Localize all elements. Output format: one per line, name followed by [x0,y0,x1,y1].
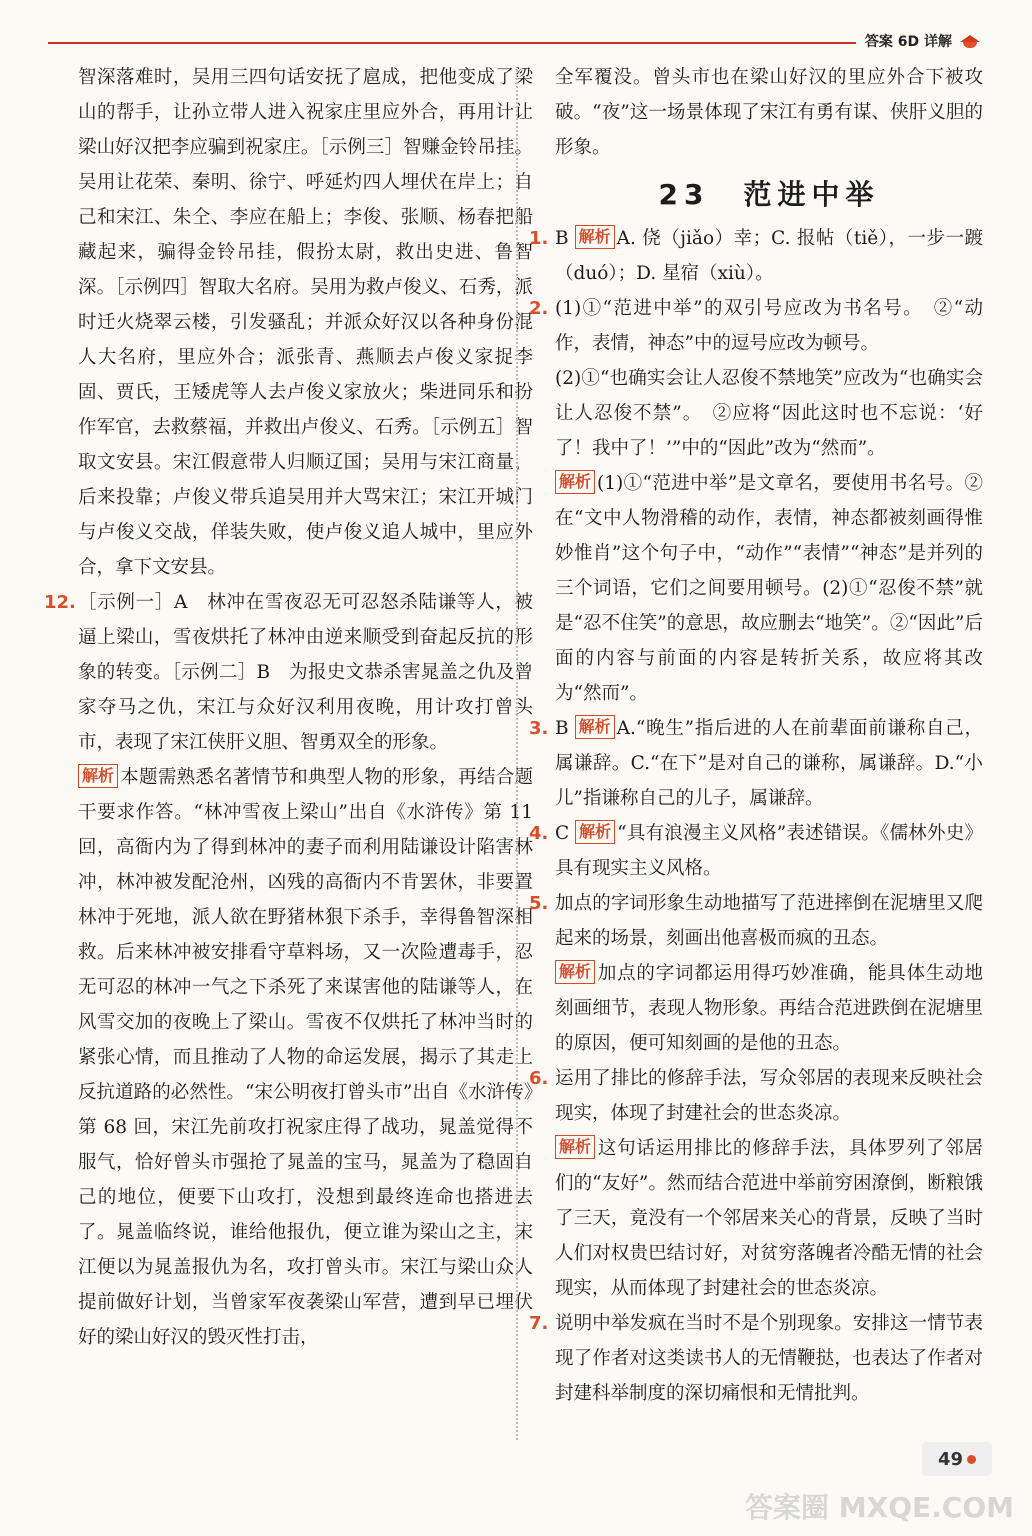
analysis-tag: 解析 [78,764,118,788]
question-number: 2. [529,298,549,319]
question-number: 6. [529,1068,549,1089]
header-rule [48,42,856,44]
analysis-block [555,956,983,1061]
answer-text: 说明中举发疯在当时不是个别现象。安排这一情节表现了作者对这类读书人的无情鞭挞，也表达了作者对封建科举制度的深切痛恨和无情批判。 [555,1313,983,1404]
left-column [44,60,533,1355]
analysis-text: 本题需熟悉名著情节和典型人物的形象，再结合题干要求作答。“林冲雪夜上梁山”出自《水浒传》第 11 回，高衙内为了得到林冲的妻子而利用陆谦设计陷害林冲，林冲被发配沧州，凶残的高衙内不肯罢休，非要置林冲于死地，派人欲在野猪林狠下杀手，幸得鲁智深相救。后来林冲被安排看守草料场，又一次险遭毒手，忍无可忍的林冲一气之下杀死了来谋害他的陆谦等人，在风雪交加的夜晚上了梁山。雪夜不仅烘托了林冲当时的紧张心情，而且推动了人物的命运发展，揭示了其走上反抗道路的必然性。“宋公明夜打曾头市”出自《水浒传》第 68 回，宋江先前攻打祝家庄得了战功，晁盖觉得不服气，恰好曾头市强抢了晁盖的宝马，晁盖为了稳固自己的地位，便要下山攻打，没想到最终连命也搭进去了。晁盖临终说，谁给他报仇，便立谁为梁山之主，宋江便以为晁盖报仇为名，攻打曾头市。宋江与梁山众人提前做好计划，当曾家军夜袭梁山军营，遭到早已埋伏好的梁山好汉的毁灭性打击， [78,767,533,1348]
analysis-tag: 解析 [575,225,615,249]
analysis-text: A.“晚生”指后进的人在前辈面前谦称自己，属谦辞。C.“在下”是对自己的谦称，属谦辞。D.“小儿”指谦称自己的儿子，属谦辞。 [555,718,983,809]
page-dot-icon [967,1455,976,1464]
answer-text: 加点的字词形象生动地描写了范进摔倒在泥塘里又爬起来的场景，刻画出他喜极而疯的丑态。 [555,893,983,949]
analysis-tag: 解析 [555,1135,595,1159]
answer-text-2: (2)①“也确实会让人忍俊不禁地笑”应改为“也确实会让人忍俊不禁”。 ②应将“因此这时也不忘说：‘好了！我中了！’”中的“因此”改为“然而”。 [555,368,983,459]
watermark-logo: 答案圈 MXQE.COM [745,1491,1014,1524]
analysis-text: 这句话运用排比的修辞手法，具体罗列了邻居们的“友好”。然而结合范进中举前穷困潦倒，断粮饿了三天，竟没有一个邻居来关心的背景，反映了当时人们对权贵巴结讨好，对贫穷落魄者冷酷无情的社会现实，从而体现了封建社会的世态炎凉。 [555,1138,983,1299]
analysis-block [555,466,983,711]
question-6 [529,1061,983,1306]
question-1 [529,221,983,291]
page-number: 49 [937,1448,964,1470]
analysis-block [78,760,533,1355]
question-12 [44,585,533,1355]
analysis-text: 加点的字词都运用得巧妙准确，能具体生动地刻画细节，表现人物形象。再结合范进跌倒在泥塘里的原因，便可知刻画的是他的丑态。 [555,963,983,1054]
analysis-tag: 解析 [575,715,615,739]
answer-text: 运用了排比的修辞手法，写众邻居的表现来反映社会现实，体现了封建社会的世态炎凉。 [555,1068,983,1124]
answer-line [555,816,983,886]
analysis-text: A. 侥（jiǎo）幸；C. 报帖（tiě），一步一踱（duó）；D. 星宿（xiù）。 [555,228,983,284]
question-2 [529,291,983,711]
question-3 [529,711,983,816]
question-5 [529,886,983,1061]
question-number: 4. [529,823,549,844]
analysis-tag: 解析 [555,960,595,984]
answer-text: ［示例一］A 林冲在雪夜忍无可忍怒杀陆谦等人，被逼上梁山，雪夜烘托了林冲由逆来顺受到奋起反抗的形象的转变。［示例二］B 为报史文恭杀害晁盖之仇及曾家夺马之仇，宋江与众好汉利用夜晚，用计攻打曾头市，表现了宋江侠肝义胆、智勇双全的形象。 [78,592,533,753]
page-header [865,26,980,56]
answer-choice: B [555,718,569,739]
answer-line [555,711,983,816]
section-title: 23 范进中举 [658,178,880,211]
right-column [529,60,983,1411]
question-number: 5. [529,893,549,914]
question-number: 7. [529,1313,549,1334]
question-number: 1. [529,228,549,249]
right-continuation: 全军覆没。曾头市也在梁山好汉的里应外合下被攻破。“夜”这一场景体现了宋江有勇有谋、侠肝义胆的形象。 [555,67,983,158]
question-7 [529,1306,983,1411]
column-divider [516,70,518,1440]
answer-line [555,221,983,291]
answer-choice: C [555,823,570,844]
analysis-tag: 解析 [555,470,595,494]
analysis-block [555,1131,983,1306]
page-number-badge [922,1442,992,1476]
answer-text: (1)①“范进中举”的双引号应改为书名号。 ②“动作，表情，神态”中的逗号应改为顿号。 [555,298,983,354]
graduation-cap-icon [960,33,980,49]
question-number: 12. [44,592,76,613]
answer-choice: B [555,228,569,249]
question-number: 3. [529,718,549,739]
analysis-text: (1)①“范进中举”是文章名，要使用书名号。②在“文中人物滑稽的动作，表情，神态都被刻画得惟妙惟肖”这个句子中，“动作”“表情”“神态”是并列的三个词语，它们之间要用顿号。(2)①“忍俊不禁”就是“忍不住笑”的意思，故应删去“地笑”。②“因此”后面的内容与前面的内容是转折关系，故应将其改为“然而”。 [555,473,983,704]
analysis-text: “具有浪漫主义风格”表述错误。《儒林外史》具有现实主义风格。 [555,823,983,879]
analysis-tag: 解析 [575,820,615,844]
header-label: 答案 6D 详解 [864,34,952,50]
question-4 [529,816,983,886]
left-continuation: 智深落难时，吴用三四句话安抚了扈成，把他变成了梁山的帮手，让孙立带人进入祝家庄里应外合，再用计让梁山好汉把李应骗到祝家庄。［示例三］智赚金铃吊挂。吴用让花荣、秦明、徐宁、呼延灼四人埋伏在岸上；自己和宋江、朱仝、李应在船上；李俊、张顺、杨春把船藏起来，骗得金铃吊挂，假扮太尉，救出史进、鲁智深。［示例四］智取大名府。吴用为救卢俊义、石秀，派时迁火烧翠云楼，引发骚乱；并派众好汉以各种身份混人大名府，里应外合；派张青、燕顺去卢俊义家捉李固、贾氏，王矮虎等人去卢俊义家放火；柴进同乐和扮作军官，去救蔡福，并救出卢俊义、石秀。［示例五］智取文安县。宋江假意带人归顺辽国；吴用与宋江商量，后来投靠；卢俊义带兵追吴用并大骂宋江；宋江开城门与卢俊义交战，佯装失败，使卢俊义追人城中，里应外合，拿下文安县。 [78,67,533,578]
